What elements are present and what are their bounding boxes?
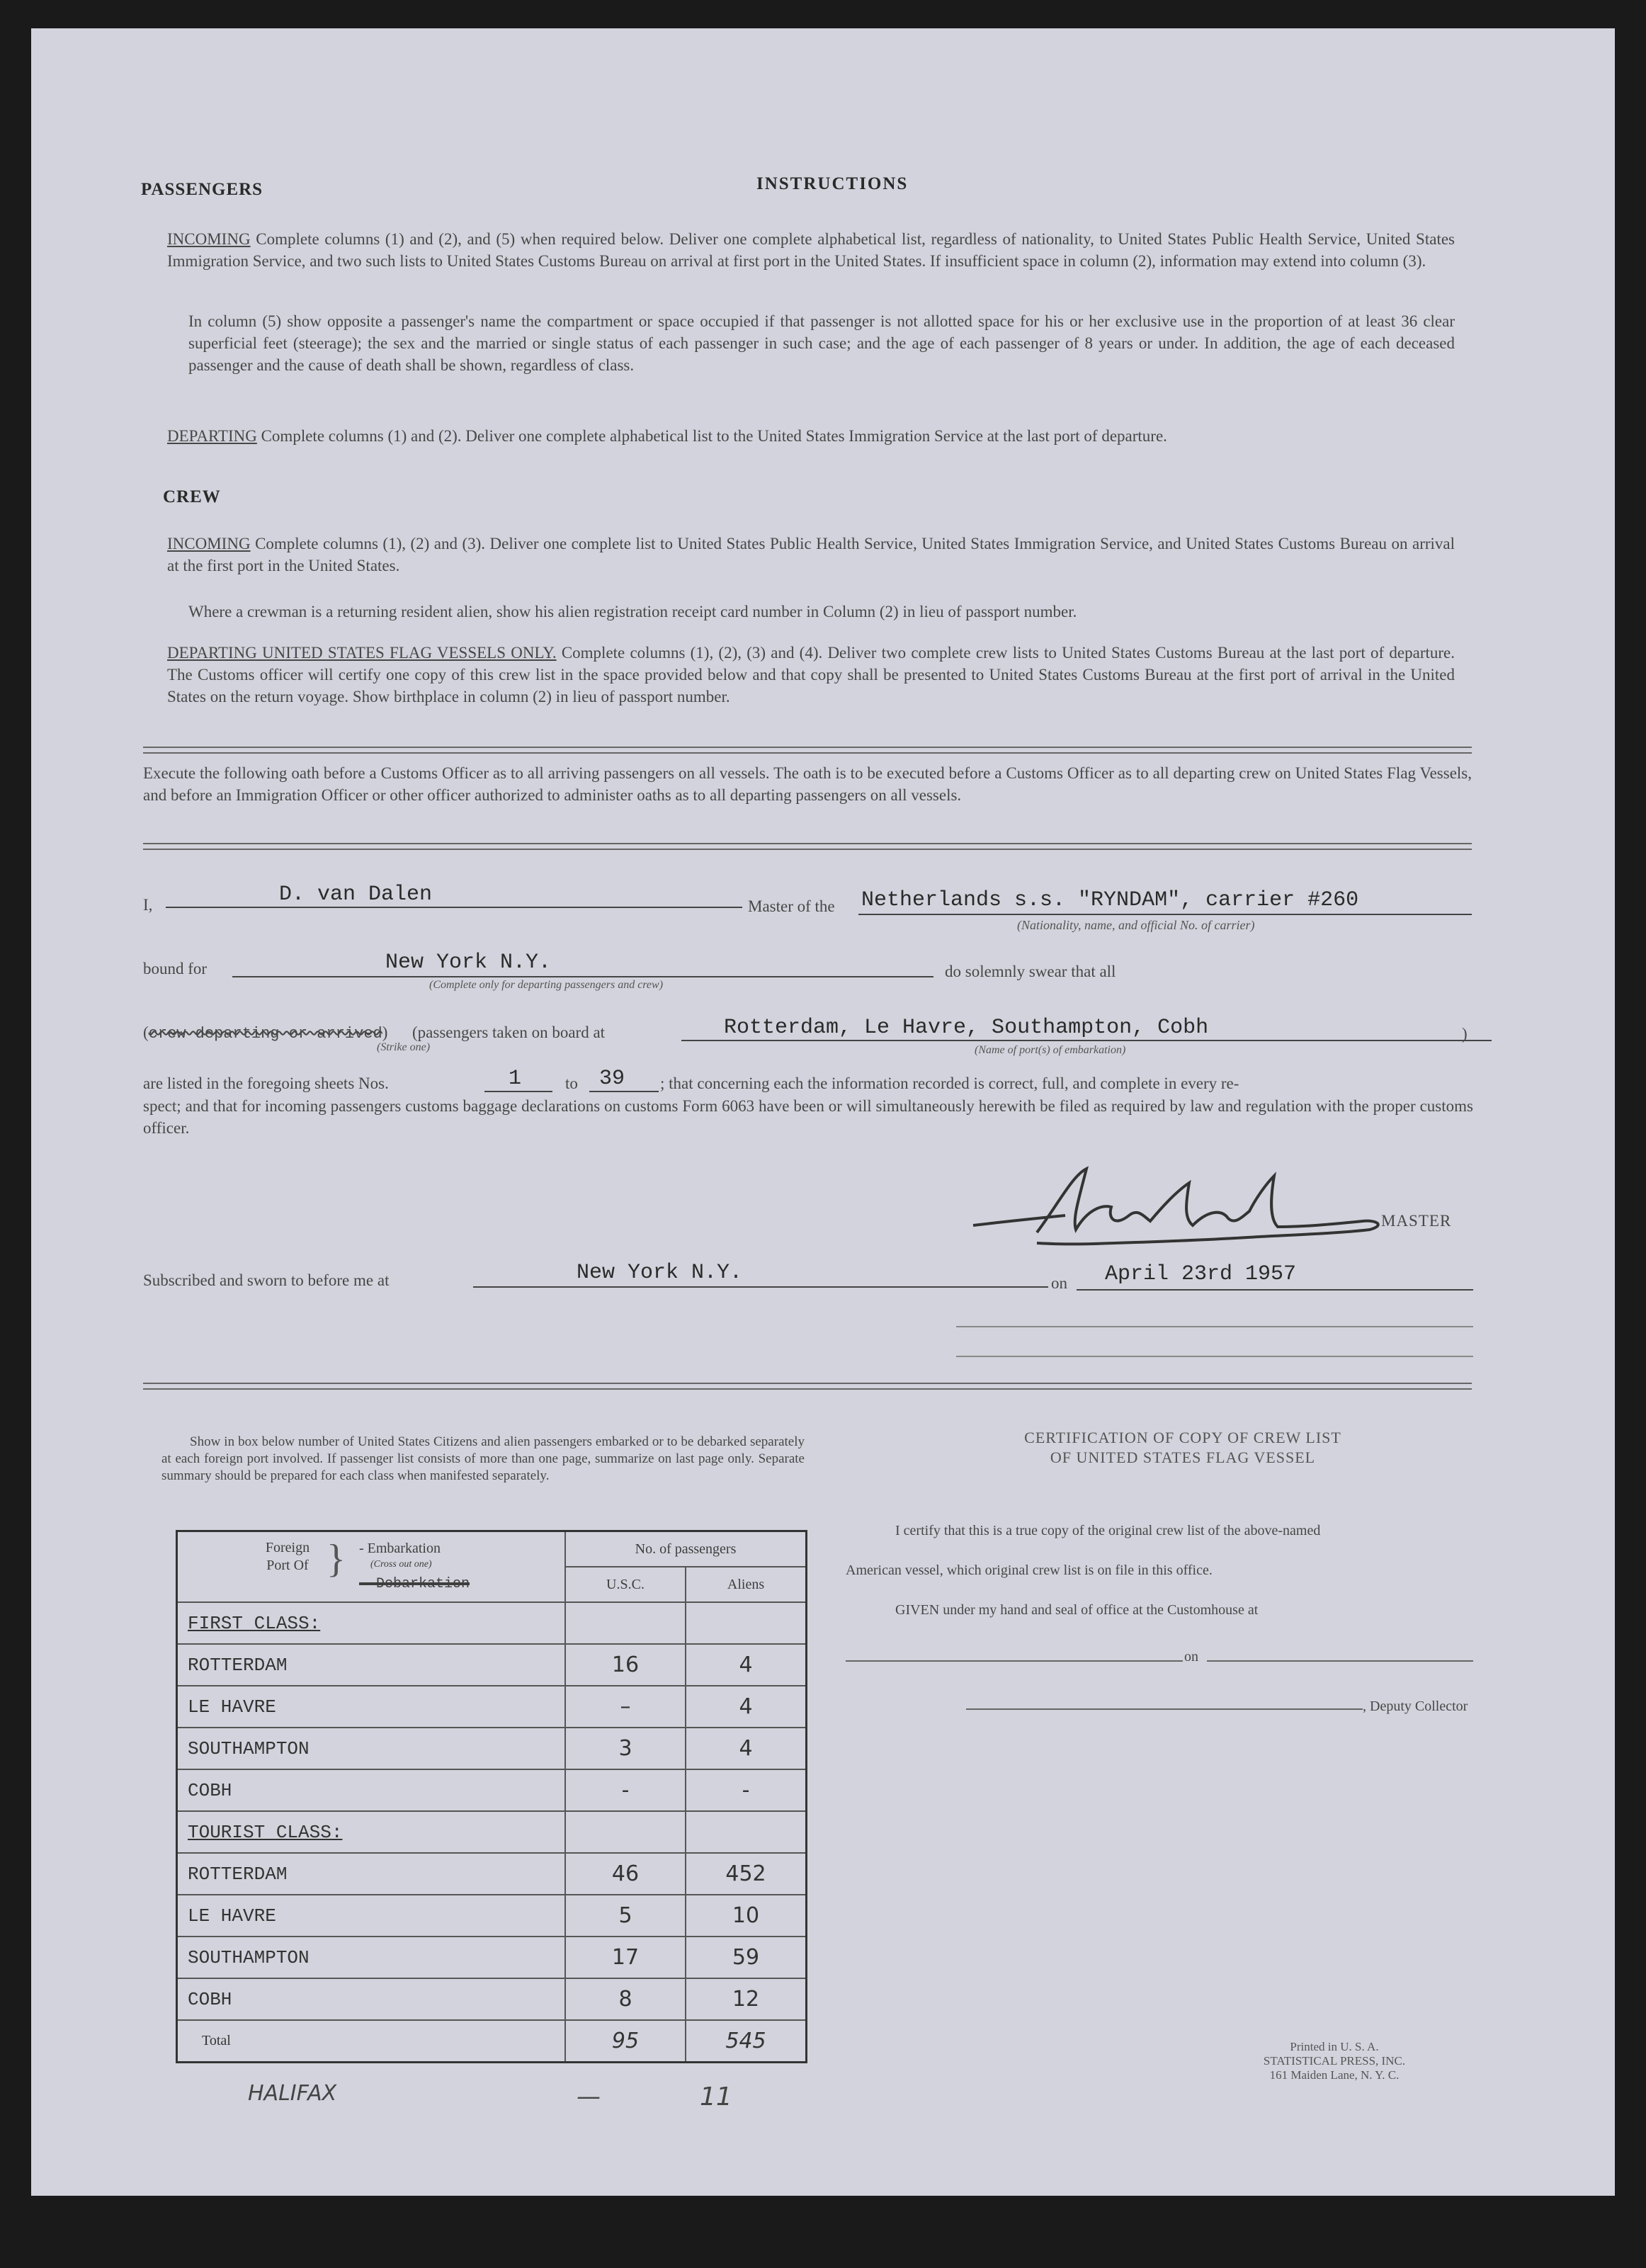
usc-cell <box>565 1811 686 1853</box>
port-header-cell: Foreign Port Of } - Embarkation (Cross out one) - Debarkation <box>177 1531 566 1603</box>
vessel-line <box>858 914 1472 915</box>
crewman-paragraph: Where a crewman is a returning resident alien, show his alien registration receipt card number in Column (2) in lieu of passport number. <box>188 603 1077 620</box>
oath-continuation: spect; and that for incoming passengers customs baggage declarations on customs Form 6063 have been or will simultaneously herewith be filed as required by law and regulation with the proper customs officer. <box>143 1097 1473 1137</box>
crew-incoming-text: Complete columns (1), (2) and (3). Deliver one complete list to United States Public Health Service, United States Immigration Service, and United States Customs Bureau on arrival at the first port in the United States. <box>167 535 1455 574</box>
port-cell: COBH <box>177 1978 566 2020</box>
ports-line <box>681 1040 1492 1041</box>
ports-caption: (Name of port(s) of embarkation) <box>975 1044 1126 1056</box>
aliens-cell <box>686 1811 807 1853</box>
i-label: I, <box>143 896 153 914</box>
port-cell: LE HAVRE <box>177 1895 566 1937</box>
departing-text: Complete columns (1) and (2). Deliver one complete alphabetical list to the United States Immigration Service at the last port of departure. <box>261 427 1167 445</box>
flag-vessels-paragraph <box>167 642 1455 708</box>
deputy-collector-label: , Deputy Collector <box>1363 1699 1468 1714</box>
aliens-cell: 59 <box>686 1937 807 1978</box>
divider <box>143 747 1472 754</box>
table-row <box>177 1895 807 1937</box>
crew-incoming-paragraph <box>167 533 1455 577</box>
bound-for-label: bound for <box>143 960 208 977</box>
divider <box>143 1383 1472 1390</box>
halifax-aliens: 11 <box>700 2082 732 2111</box>
crew-incoming-label: INCOMING <box>167 535 251 552</box>
aliens-cell: 452 <box>686 1853 807 1895</box>
table-row <box>177 1978 807 2020</box>
passengers-text: (passengers taken on board at <box>412 1024 606 1041</box>
sworn-place: New York N.Y. <box>577 1261 743 1285</box>
departing-label: DEPARTING <box>167 427 257 445</box>
incoming-label: INCOMING <box>167 230 251 248</box>
sheets-prefix: are listed in the foregoing sheets Nos. <box>143 1075 389 1092</box>
halifax-label: HALIFAX <box>248 2081 337 2106</box>
master-name: D. van Dalen <box>279 883 433 907</box>
port-cell: TOURIST CLASS: <box>177 1811 566 1853</box>
certify-text-2: American vessel, which original crew list is on file in this office. <box>846 1563 1213 1578</box>
table-row <box>177 1602 807 1644</box>
on-label: on <box>1051 1274 1067 1292</box>
usc-cell: – <box>565 1686 686 1728</box>
aliens-header: Aliens <box>686 1567 807 1602</box>
cross-out-label: (Cross out one) <box>370 1559 432 1570</box>
usc-cell: 16 <box>565 1644 686 1686</box>
port-cell: ROTTERDAM <box>177 1853 566 1895</box>
table-row <box>177 1853 807 1895</box>
to-label: to <box>565 1075 578 1092</box>
port-cell: FIRST CLASS: <box>177 1602 566 1644</box>
port-cell: ROTTERDAM <box>177 1644 566 1686</box>
sheets-suffix: ; that concerning each the information recorded is correct, full, and complete in every re- <box>660 1075 1239 1092</box>
usc-cell: - <box>565 1769 686 1811</box>
passengers-heading: PASSENGERS <box>141 180 263 199</box>
port-cell: Total <box>177 2020 566 2063</box>
table-row <box>177 2020 807 2063</box>
flag-vessels-text: Complete columns (1), (2), (3) and (4). Deliver two complete crew lists to United States Customs Bureau at the last port of departure. The Customs officer will certify one copy of this crew list in the space provided below and that copy shall be presented to United States Customs Bureau at the first port of arrival in the United States on the return voyage. Show birthplace in column (2) in lieu of passport number. <box>167 644 1455 705</box>
usc-cell <box>565 1602 686 1644</box>
halifax-usc: — <box>577 2082 601 2111</box>
passenger-summary-table <box>176 1530 807 2063</box>
embarkation-label: - Embarkation <box>359 1541 441 1556</box>
port-cell: SOUTHAMPTON <box>177 1937 566 1978</box>
aliens-cell: 545 <box>686 2020 807 2063</box>
certification-on-label: on <box>1184 1649 1198 1665</box>
debarkation-struck: - Debarkation <box>359 1576 470 1592</box>
aliens-cell: 12 <box>686 1978 807 2020</box>
aliens-cell: 4 <box>686 1644 807 1686</box>
vessel-caption: (Nationality, name, and official No. of carrier) <box>1017 918 1255 932</box>
crew-heading: CREW <box>163 487 221 506</box>
master-name-line <box>166 907 742 908</box>
aliens-cell <box>686 1602 807 1644</box>
incoming-text: Complete columns (1) and (2), and (5) when required below. Deliver one complete alphabetical list, regardless of nationality, to United States Public Health Service, United States Immigration Service, and two such lists to United States Customs Bureau on arrival at first port in the United States. If insufficient space in column (2), information may extend into column (3). <box>167 230 1455 270</box>
table-row <box>177 1728 807 1769</box>
table-row <box>177 1937 807 1978</box>
port-cell: SOUTHAMPTON <box>177 1728 566 1769</box>
divider <box>143 843 1472 850</box>
subscribed-label: Subscribed and sworn to before me at <box>143 1271 390 1289</box>
swear-text: do solemnly swear that all <box>945 963 1116 980</box>
struck-text: crew departing or arrived <box>148 1025 382 1043</box>
table-row <box>177 1769 807 1811</box>
summary-note: Show in box below number of United States Citizens and alien passengers embarked or to be debarked separately at each foreign port involved. If passenger list consists of more than one page, summarize on last page only. Separate summary should be prepared for each class when manifested separately. <box>161 1434 805 1483</box>
master-of-label: Master of the <box>748 897 835 915</box>
port-cell: COBH <box>177 1769 566 1811</box>
passengers-departing-paragraph <box>167 425 1455 447</box>
usc-header: U.S.C. <box>565 1567 686 1602</box>
master-label: MASTER <box>1381 1212 1452 1230</box>
certify-text-1: I certify that this is a true copy of the original crew list of the above-named <box>895 1523 1321 1538</box>
usc-cell: 5 <box>565 1895 686 1937</box>
bound-for-value: New York N.Y. <box>385 951 552 975</box>
certification-title-line2: OF UNITED STATES FLAG VESSEL <box>1050 1448 1316 1466</box>
bound-caption: (Complete only for departing passengers and crew) <box>429 979 664 991</box>
column5-paragraph: In column (5) show opposite a passenger's name the compartment or space occupied if that passenger is not allotted space for his or her exclusive use in the proportion of at least 36 clear superficial feet (steerage); the sex and the married or single status of each passenger in such case; and the age of each passenger of 8 years or under. In addition, the age of each deceased passenger and the cause of death shall be shown, regardless of class. <box>188 312 1455 374</box>
strike-caption: (Strike one) <box>377 1041 431 1053</box>
usc-cell: 46 <box>565 1853 686 1895</box>
aliens-cell: 4 <box>686 1686 807 1728</box>
passengers-incoming-paragraph <box>167 228 1455 272</box>
certification-title-line1: CERTIFICATION OF COPY OF CREW LIST <box>1024 1429 1341 1446</box>
flag-vessels-label: DEPARTING UNITED STATES FLAG VESSELS ONLY. <box>167 644 557 662</box>
usc-cell: 17 <box>565 1937 686 1978</box>
aliens-cell: - <box>686 1769 807 1811</box>
oath-intro: Execute the following oath before a Customs Officer as to all arriving passengers on all vessels. The oath is to be executed before a Customs Officer as to all departing crew on United States Flag Vessels, and before an Immigration Officer or other officer authorized to administer oaths as to all departing passengers on all vessels. <box>143 764 1472 804</box>
sworn-date: April 23rd 1957 <box>1105 1262 1297 1286</box>
sheet-from: 1 <box>509 1067 522 1091</box>
embarkation-ports: Rotterdam, Le Havre, Southampton, Cobh <box>724 1016 1209 1040</box>
no-of-passengers-header: No. of passengers <box>565 1531 807 1567</box>
usc-cell: 3 <box>565 1728 686 1769</box>
bound-for-line <box>232 976 933 977</box>
vessel-name: Netherlands s.s. "RYNDAM", carrier #260 <box>861 888 1359 912</box>
table-row <box>177 1686 807 1728</box>
certification-title <box>878 1428 1487 1468</box>
instructions-title: INSTRUCTIONS <box>756 174 909 193</box>
table-header-row <box>177 1531 807 1567</box>
master-signature <box>952 1147 1419 1268</box>
form-page: INSTRUCTIONS PASSENGERS INCOMING Complete columns (1) and (2), and (5) when required below. Deliver one complete alphabetical list, regardless of nationality, to United States Public Health Service, United States Immigration Service, and two such lists to United States Customs Bureau on arrival at first port in the United States. If insufficient space in column (2), information may extend into column (3). In column (5) show opposite a passenger's name the compartment or space occupied if that passenger is not allotted space for his or her exclusive use in the proportion of at least 36 clear superficial feet (steerage); the sex and the married or single status of each passenger in such case; and the age of each passenger of 8 years or under. In addition, the age of each deceased passenger and the cause of death shall be shown, regardless of class. DEPARTING Complete columns (1) and (2). Deliver one complete alphabetical list to the United States Immigration Service at the last port of departure. CREW INCOMING Complete columns (1), (2) and (3). Deliver one complete list to United States Public Health Service, United States Immigration Service, and United States Customs Bureau on arrival at the first port in the United States. Where a crewman is a returning resident alien, show his alien registration receipt card number in Column (2) in lieu of passport number. DEPARTING UNITED STATES FLAG VESSELS ONLY. Complete columns (1), (2), (3) and (4). Deliver two complete crew lists to United States Customs Bureau at the last port of departure. The Customs officer will certify one copy of this crew list in the space provided below and that copy shall be presented to United States Customs Bureau at the first port of arrival in the United States on the return voyage. Show birthplace in column (2) in lieu of passport number. Execute the following oath before a Customs Officer as to all arriving passengers on all vessels. The oath is to be executed before a Customs Officer as to all departing crew on United States Flag Vessels, and before an Immigration Officer or other officer authorized to administer oaths as to all departing passengers on all vessels. I, D. van Dalen Master of the Netherlands s.s. "RYNDAM", carrier #260 (Nationality, name, and official No. of carrier) bound for New York N.Y. (Complete only for departing passengers and crew) do solemnly swear that all (crew departing or arrived) (passengers taken on board at (Strike one) Rotterdam, Le Havre, Southampton, Cobh (Name of port(s) of embarkation) ) are listed in the foregoing sheets Nos. 1 to 39 ; that concerning each the information recorded is correct, full, and complete in every re- spect; and that for incoming passengers customs baggage declarations on customs Form 6063 have been or will simultaneously herewith be filed as required by law and regulation with the proper customs officer. MASTER Subscribed and sworn to before me at New York N.Y. on April 23rd 1957 Show in box below number of United States Citizens and alien passengers embarked or to be debarked separately at each foreign port involved. If passenger list consists of more than one page, summarize on last page only. Separate summary should be prepared for each class when manifested separately. Foreign Port Of } - Embarkation (Cross out one) - Debarkation No. of passengers U.S.C. Aliens FIRST CLASS: ROTTERDAM 16 4 LE HAVRE – 4 SOUTHAMPTON 3 4 COBH - - TOURIST CLASS: ROTTERDAM 46 452 LE HAVRE 5 10 SOUTHAMPTON 17 59 COBH 8 12 Total 95 545 HALIFAX — 11 CERTIFICATION OF COPY OF CREW LIST OF UNITED STATES FLAG VESSEL I certify that this is a true copy of the original crew list of the above-named American vessel, which original crew list is on file in this office. GIVEN under my hand and seal of office at the Customhouse at on , Deputy Collector Printed in U. S. A. STATISTICAL PRESS, INC. 161 Maiden Lane, N. Y. C. <box>31 28 1615 2196</box>
sheet-to: 39 <box>599 1067 625 1091</box>
table-row <box>177 1811 807 1853</box>
port-cell: LE HAVRE <box>177 1686 566 1728</box>
aliens-cell: 10 <box>686 1895 807 1937</box>
table-row <box>177 1644 807 1686</box>
printer-imprint: Printed in U. S. A. STATISTICAL PRESS, INC. 161 Maiden Lane, N. Y. C. <box>1263 2040 1406 2082</box>
summary-rows <box>177 1602 807 2063</box>
crew-status-struck: (crew departing or arrived) <box>143 1024 388 1043</box>
given-text: GIVEN under my hand and seal of office at the Customhouse at <box>895 1602 1259 1618</box>
foreign-port-label: Foreign Port Of <box>265 1540 310 1573</box>
usc-cell: 8 <box>565 1978 686 2020</box>
usc-cell: 95 <box>565 2020 686 2063</box>
aliens-cell: 4 <box>686 1728 807 1769</box>
